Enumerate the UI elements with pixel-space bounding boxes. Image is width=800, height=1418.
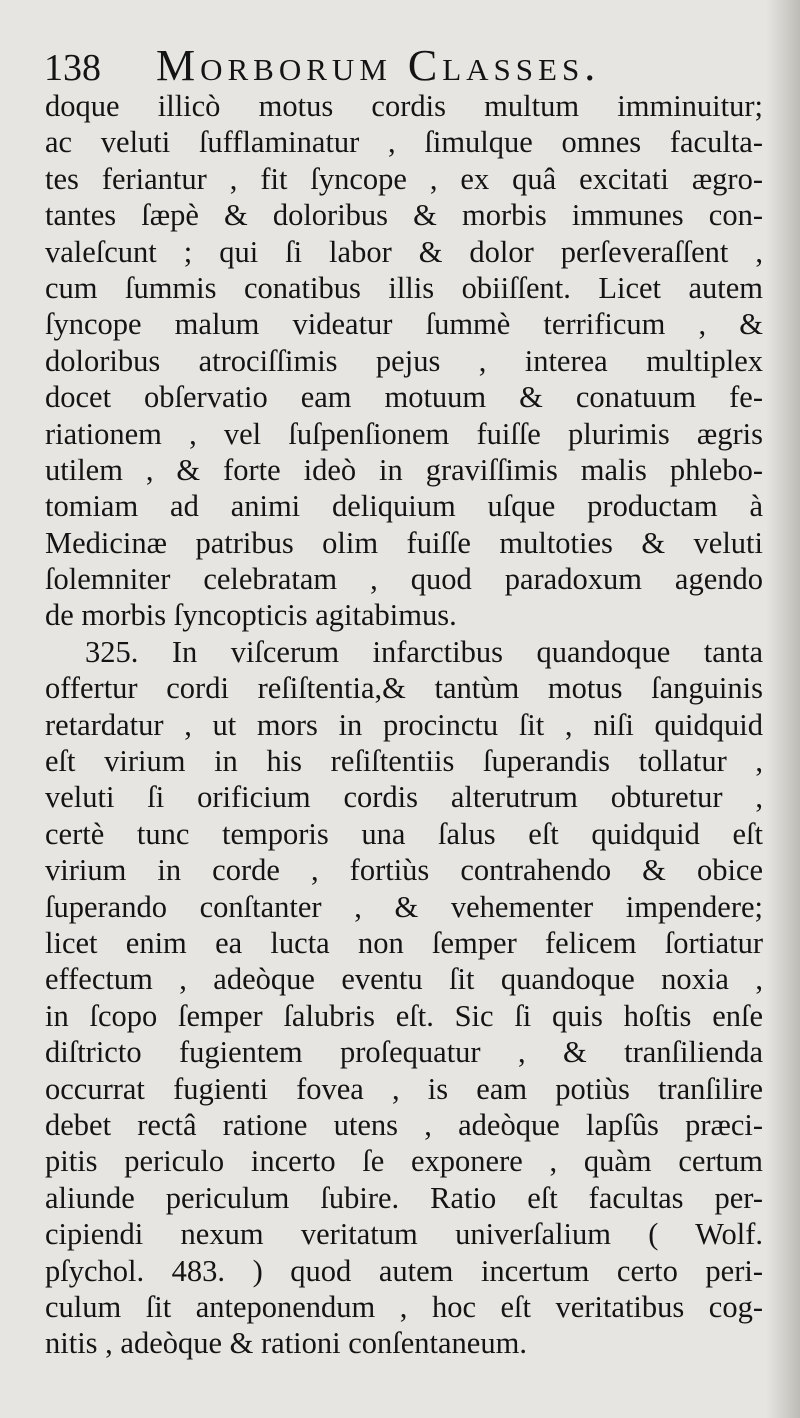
text-line: effectum , adeòque eventu ſit quandoque noxia , [45,962,763,997]
text-line: de morbis ſyncopticis agitabimus. [45,598,457,633]
text-line: cipiendi nexum veritatum univerſalium ( Wolf. [45,1217,763,1252]
text-line: pſychol. 483. ) quod autem incertum certo peri- [45,1253,763,1288]
page-header [44,40,764,90]
text-line: ſuperando conſtanter , & vehementer impendere; [45,889,763,924]
text-line: retardatur , ut mors in procinctu ſit , niſi quidquid [45,707,763,742]
text-line: in ſcopo ſemper ſalubris eſt. Sic ſi quis hoſtis enſe [45,998,763,1033]
running-head: Morborum Classes. [156,41,601,90]
text-line: tantes ſæpè & doloribus & morbis immunes con- [45,198,763,233]
text-line: ac veluti ſufflaminatur , ſimulque omnes faculta- [45,125,763,160]
text-line: valeſcunt ; qui ſi labor & dolor perſeveraſſent , [45,234,763,269]
text-line: docet obſervatio eam motuum & conatuum fe- [45,380,763,415]
paragraph [45,88,763,634]
text-line: tes feriantur , fit ſyncope , ex quâ excitati ægro- [45,161,763,196]
text-line: utilem , & forte ideò in graviſſimis malis phlebo- [45,452,763,487]
text-line: diſtricto fugientem proſequatur , & tranſilienda [45,1035,763,1070]
text-line: pitis periculo incerto ſe exponere , quàm certum [45,1144,763,1179]
text-line: doque illicò motus cordis multum imminuitur; [45,89,763,123]
text-line: Medicinæ patribus olim fuiſſe multoties & veluti [45,525,763,560]
text-line: certè tunc temporis una ſalus eſt quidquid eſt [45,816,763,851]
page-gutter-shadow [766,0,800,1418]
text-line: virium in corde , fortiùs contrahendo & obice [45,853,763,888]
body-text [45,88,763,1362]
text-line: debet rectâ ratione utens , adeòque lapſûs præci- [45,1107,763,1142]
text-line: aliunde periculum ſubire. Ratio eſt facultas per- [45,1180,763,1215]
text-line: occurrat fugienti fovea , is eam potiùs tranſilire [45,1071,763,1106]
page-number: 138 [44,47,101,89]
text-line: doloribus atrociſſimis pejus , interea multiplex [45,343,763,378]
text-line: ſyncope malum videatur ſummè terrificum , & [45,307,763,342]
text-line: eſt virium in his reſiſtentiis ſuperandis tollatur , [45,744,763,779]
text-line: licet enim ea lucta non ſemper felicem ſortiatur [45,925,763,960]
paragraph [45,634,763,1362]
text-line: nitis , adeòque & rationi conſentaneum. [45,1326,527,1361]
text-line: 325. In viſcerum infarctibus quandoque tanta [85,634,763,669]
text-line: culum ſit anteponendum , hoc eſt veritatibus cog- [45,1289,763,1324]
text-line: tomiam ad animi deliquium uſque productam à [45,489,763,524]
text-line: veluti ſi orificium cordis alterutrum obturetur , [45,780,763,815]
text-line: riationem , vel ſuſpenſionem fuiſſe plurimis ægris [45,416,763,451]
text-line: offertur cordi reſiſtentia,& tantùm motus ſanguinis [45,671,763,706]
text-line: ſolemniter celebratam , quod paradoxum agendo [45,562,763,597]
text-line: cum ſummis conatibus illis obiiſſent. Licet autem [45,270,763,305]
